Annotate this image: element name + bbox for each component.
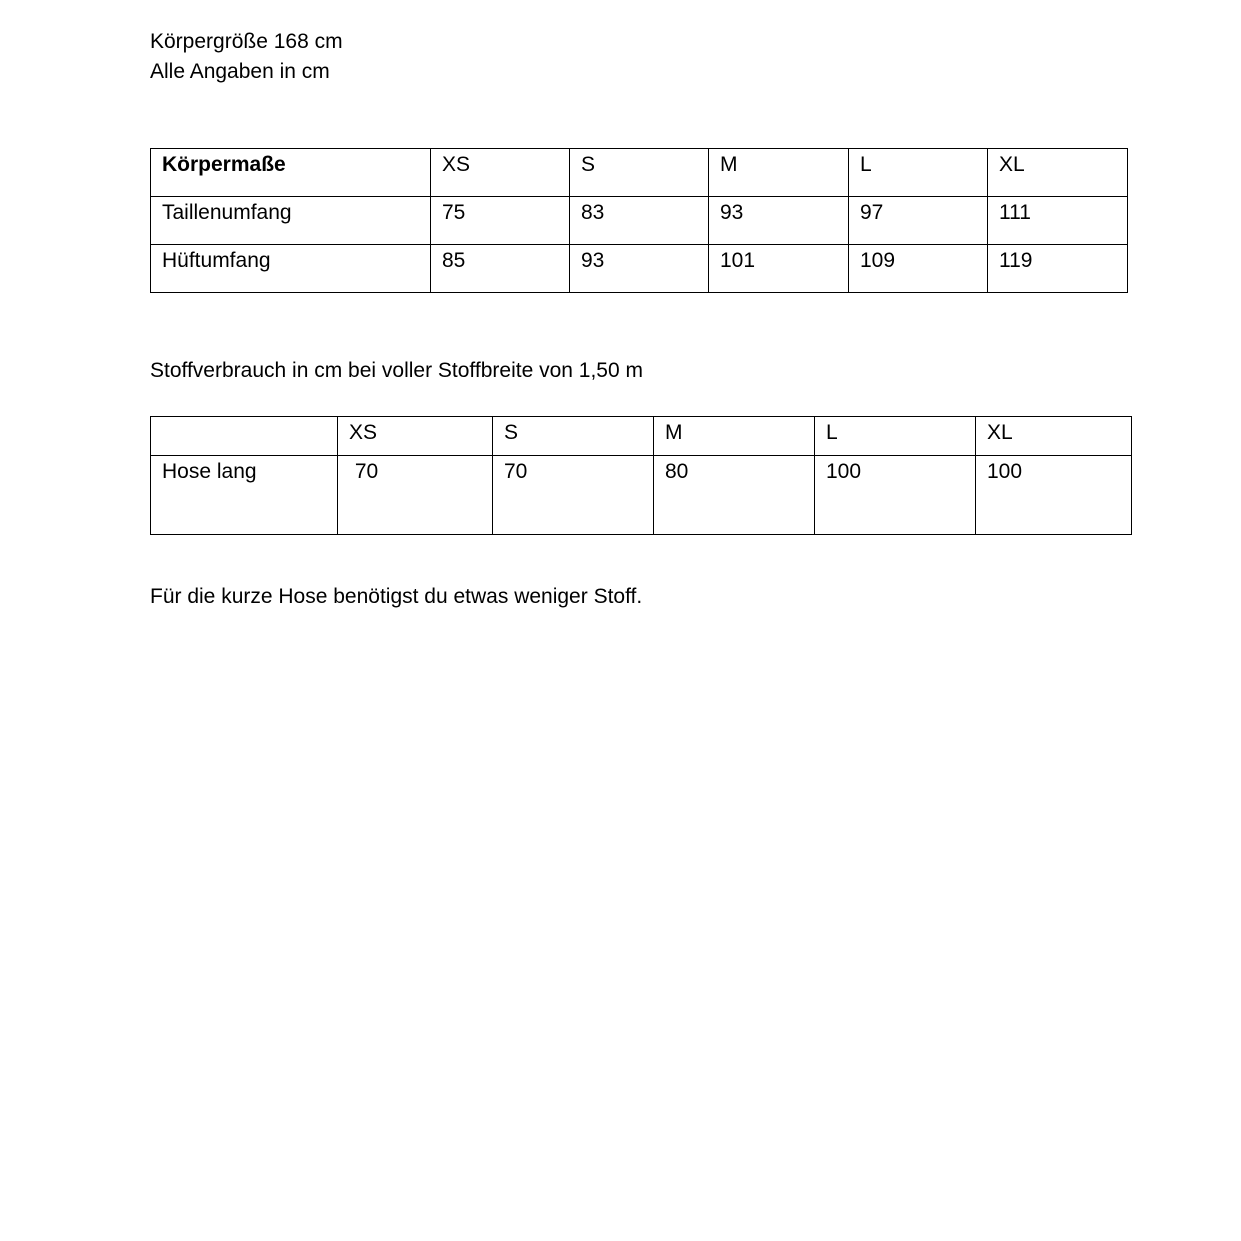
fabric-usage-table xyxy=(150,416,1132,535)
header-cell-m: M xyxy=(709,149,849,197)
table-row xyxy=(151,245,1128,293)
table-row xyxy=(151,456,1132,535)
row-label: Hose lang xyxy=(151,456,338,535)
header-cell-empty xyxy=(151,417,338,456)
table-cell: 109 xyxy=(849,245,988,293)
table-cell: 85 xyxy=(431,245,570,293)
table-cell: 101 xyxy=(709,245,849,293)
table-cell: 97 xyxy=(849,197,988,245)
row-label: Hüftumfang xyxy=(151,245,431,293)
table-cell: 119 xyxy=(988,245,1128,293)
table-cell: 70 xyxy=(338,456,493,535)
table-header-row xyxy=(151,149,1128,197)
units-note: Alle Angaben in cm xyxy=(150,60,330,83)
table-cell: 100 xyxy=(815,456,976,535)
header-cell-s: S xyxy=(493,417,654,456)
table-cell: 111 xyxy=(988,197,1128,245)
header-cell-l: L xyxy=(849,149,988,197)
header-cell-xl: XL xyxy=(988,149,1128,197)
table-cell: 93 xyxy=(570,245,709,293)
header-cell-m: M xyxy=(654,417,815,456)
body-height-note: Körpergröße 168 cm xyxy=(150,30,343,53)
table-cell: 75 xyxy=(431,197,570,245)
table-row xyxy=(151,197,1128,245)
header-cell-xs: XS xyxy=(431,149,570,197)
table-cell: 70 xyxy=(493,456,654,535)
header-cell-s: S xyxy=(570,149,709,197)
header-cell-l: L xyxy=(815,417,976,456)
header-cell-xl: XL xyxy=(976,417,1132,456)
table-cell: 83 xyxy=(570,197,709,245)
header-cell-xs: XS xyxy=(338,417,493,456)
row-label: Taillenumfang xyxy=(151,197,431,245)
table-header-row xyxy=(151,417,1132,456)
table-cell: 93 xyxy=(709,197,849,245)
footer-note: Für die kurze Hose benötigst du etwas weniger Stoff. xyxy=(150,585,643,608)
header-cell-measure: Körpermaße xyxy=(151,149,431,197)
table-cell: 100 xyxy=(976,456,1132,535)
fabric-heading: Stoffverbrauch in cm bei voller Stoffbreite von 1,50 m xyxy=(150,359,643,382)
body-measurements-table xyxy=(150,148,1128,293)
table-cell: 80 xyxy=(654,456,815,535)
